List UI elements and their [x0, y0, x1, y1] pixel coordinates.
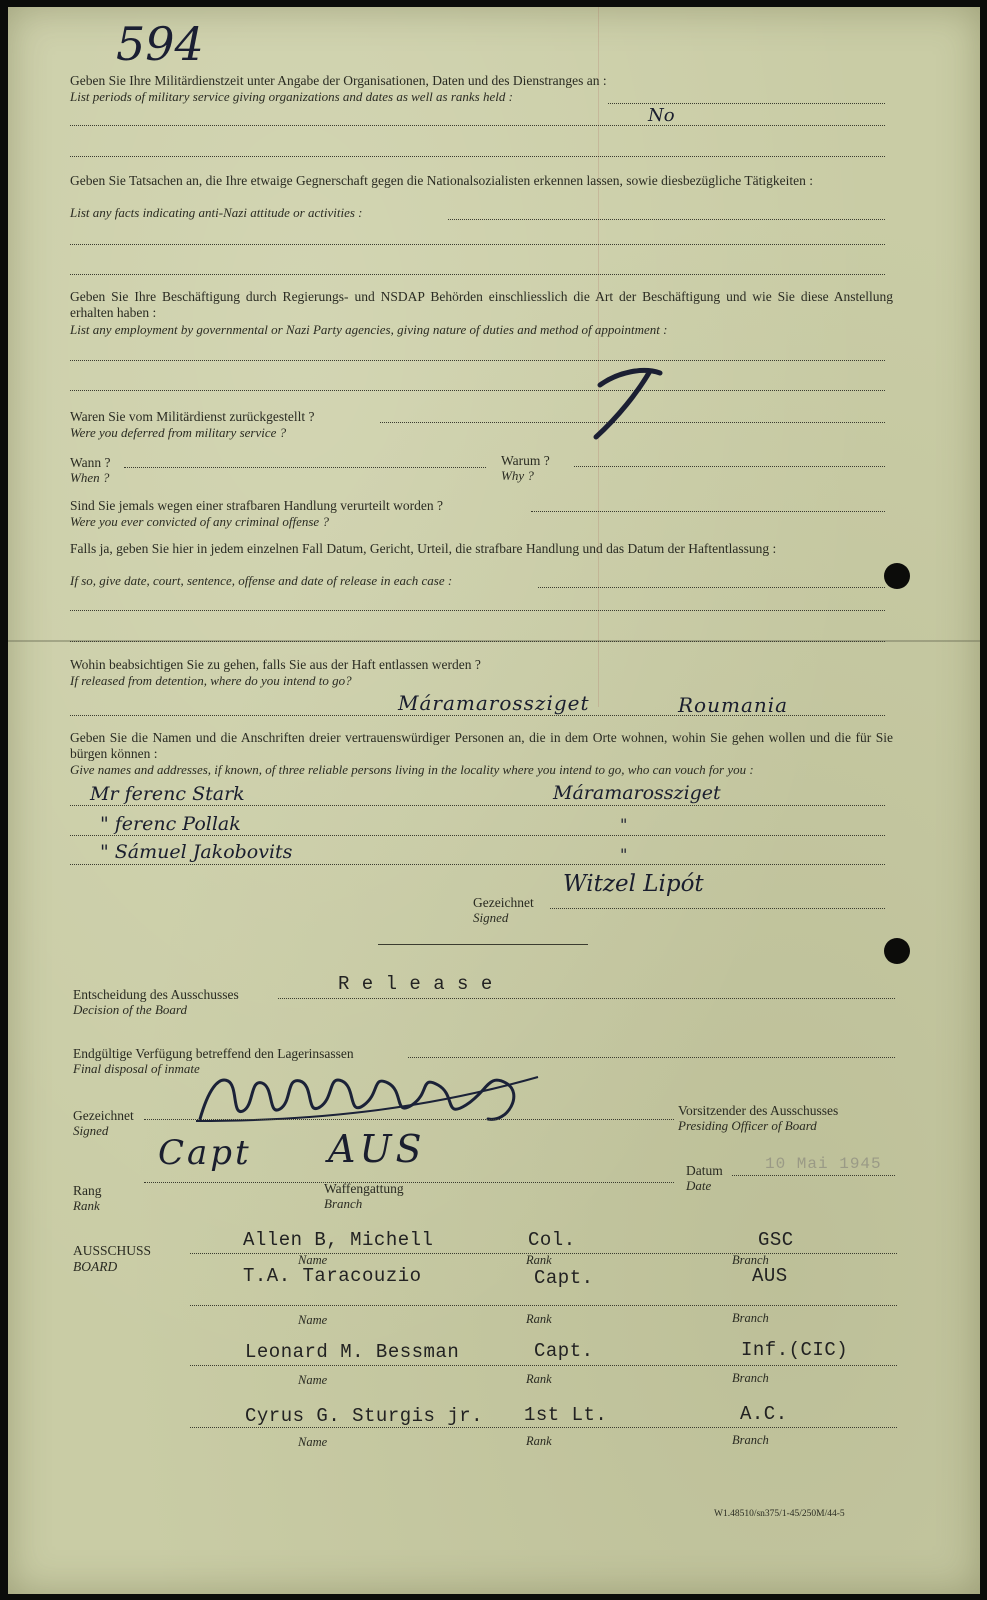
when-label-en: When ? — [70, 470, 110, 485]
officer-signed-label-en: Signed — [73, 1123, 109, 1138]
board-member-rank: 1st Lt. — [524, 1404, 608, 1426]
rank-column-label: Rank — [526, 1312, 552, 1326]
reference-1-place: Máramarossziget — [553, 782, 721, 804]
answer-line — [70, 804, 885, 806]
board-member-branch: GSC — [758, 1229, 794, 1251]
answer-line — [408, 1056, 895, 1058]
if-so-question-en: If so, give date, court, sentence, offense and date of release in each case : — [70, 573, 453, 588]
presiding-officer-de: Vorsitzender des Ausschusses — [678, 1103, 839, 1118]
board-member-rank: Capt. — [534, 1340, 594, 1362]
deferred-question-de: Waren Sie vom Militärdienst zurückgestellt ? — [70, 409, 315, 424]
if-so-question-de: Falls ja, geben Sie hier in jedem einzelnen Fall Datum, Gericht, Urteil, die strafbare Handlung und das Datum der Haftentlassung : — [70, 541, 777, 556]
name-column-label: Name — [298, 1373, 328, 1387]
decision-value: R e l e a s e — [338, 973, 493, 995]
decision-label-en: Decision of the Board — [73, 1002, 187, 1017]
references-question-de: Geben Sie die Namen und die Anschriften dreier vertrauenswürdiger Personen an, die in dem Orte wohnen, wohin Sie gehen wollen und die für Sie bürgen können : — [70, 730, 893, 761]
answer-line — [70, 359, 885, 361]
reference-2-name: " ferenc Pollak — [100, 813, 241, 835]
officer-rank-handwritten: Capt — [158, 1133, 252, 1173]
answer-line — [574, 465, 885, 467]
destination-place: Máramarossziget — [398, 691, 590, 715]
military-question-en: List periods of military service giving organizations and dates as well as ranks held : — [70, 89, 513, 104]
board-member-branch: AUS — [752, 1265, 788, 1287]
reference-2-place: " — [620, 815, 628, 834]
board-member-branch: Inf.(CIC) — [741, 1339, 849, 1361]
reference-3-place: " — [620, 845, 628, 864]
branch-column-label: Branch — [732, 1371, 769, 1385]
answer-line — [278, 997, 895, 999]
employment-question-de: Geben Sie Ihre Beschäftigung durch Regierungs- und NSDAP Behörden einschliesslich die Art der Beschäftigung und wie Sie diese Anstellung erhalten haben : — [70, 289, 893, 320]
date-label-de: Datum — [686, 1163, 723, 1178]
anti-nazi-question-en: List any facts indicating anti-Nazi attitude or activities : — [70, 205, 363, 220]
destination-country: Roumania — [678, 693, 789, 717]
signature-line — [550, 907, 885, 909]
branch-label-en: Branch — [324, 1196, 363, 1211]
board-member-branch: A.C. — [740, 1403, 788, 1425]
answer-line — [70, 124, 885, 126]
answer-line — [190, 1305, 897, 1306]
military-question-de: Geben Sie Ihre Militärdienstzeit unter Angabe der Organisationen, Daten und des Dienstranges an : — [70, 73, 607, 88]
board-member-rank: Col. — [528, 1229, 576, 1251]
answer-line — [70, 834, 885, 836]
branch-label-de: Waffengattung — [324, 1181, 404, 1196]
form-sheet — [8, 7, 980, 1594]
decision-label-de: Entscheidung des Ausschusses — [73, 987, 239, 1002]
officer-signed-label-de: Gezeichnet — [73, 1108, 134, 1123]
answer-line — [70, 640, 885, 642]
answer-line — [531, 510, 885, 512]
punch-hole — [884, 938, 910, 964]
answer-line — [608, 102, 885, 104]
board-member-name: T.A. Taracouzio — [243, 1265, 422, 1287]
print-code: W1.48510/sn375/1-45/250M/44-5 — [714, 1509, 845, 1519]
rank-column-label: Rank — [526, 1253, 552, 1267]
rank-column-label: Rank — [526, 1434, 552, 1448]
inmate-signed-label-en: Signed — [473, 910, 509, 925]
convicted-question-de: Sind Sie jemals wegen einer strafbaren Handlung verurteilt worden ? — [70, 498, 444, 513]
employment-question-en: List any employment by governmental or Nazi Party agencies, giving nature of duties and method of appointment : — [70, 322, 668, 337]
name-column-label: Name — [298, 1253, 328, 1267]
officer-branch-handwritten: AUS — [328, 1127, 426, 1171]
final-disposal-label-en: Final disposal of inmate — [73, 1061, 200, 1076]
board-member-name: Cyrus G. Sturgis jr. — [245, 1405, 484, 1427]
name-column-label: Name — [298, 1435, 328, 1449]
board-label-en: BOARD — [73, 1259, 118, 1274]
when-label-de: Wann ? — [70, 455, 111, 470]
punch-hole — [884, 563, 910, 589]
answer-line — [70, 389, 885, 391]
presiding-officer-en: Presiding Officer of Board — [678, 1118, 817, 1133]
dash-mark — [588, 367, 678, 447]
rank-label-de: Rang — [73, 1183, 102, 1198]
answer-line — [732, 1174, 895, 1176]
answer-line — [70, 155, 885, 157]
reference-3-name: " Sámuel Jakobovits — [100, 841, 293, 863]
answer-line — [70, 609, 885, 611]
military-answer: No — [648, 105, 675, 126]
date-label-en: Date — [686, 1178, 712, 1193]
signature-line — [144, 1118, 674, 1120]
reference-1-name: Mr ferenc Stark — [90, 783, 245, 805]
destination-question-de: Wohin beabsichtigen Sie zu gehen, falls Sie aus der Haft entlassen werden ? — [70, 657, 481, 672]
board-member-name: Allen B, Michell — [243, 1229, 434, 1251]
answer-line — [70, 243, 885, 245]
anti-nazi-question-de: Geben Sie Tatsachen an, die Ihre etwaige Gegnerschaft gegen die Nationalsozialisten erkennen lassen, sowie diesbezügliche Tätigkeiten : — [70, 173, 814, 188]
references-question-en: Give names and addresses, if known, of three reliable persons living in the locality where you intend to go, who can vouch for you : — [70, 762, 754, 777]
branch-column-label: Branch — [732, 1253, 769, 1267]
answer-line — [190, 1427, 897, 1428]
why-label-en: Why ? — [501, 468, 534, 483]
why-label-de: Warum ? — [501, 453, 550, 468]
answer-line — [448, 218, 885, 220]
divider — [378, 944, 588, 945]
deferred-question-en: Were you deferred from military service ? — [70, 425, 287, 440]
margin-line — [598, 7, 599, 707]
board-member-rank: Capt. — [534, 1267, 594, 1289]
name-column-label: Name — [298, 1313, 328, 1327]
rank-label-en: Rank — [73, 1198, 100, 1213]
rank-column-label: Rank — [526, 1372, 552, 1386]
answer-line — [124, 466, 486, 468]
answer-line — [538, 586, 885, 588]
date-stamp: 10 Mai 1945 — [765, 1155, 882, 1173]
convicted-question-en: Were you ever convicted of any criminal offense ? — [70, 514, 329, 529]
answer-line — [70, 863, 885, 865]
final-disposal-label-de: Endgültige Verfügung betreffend den Lagerinsassen — [73, 1046, 354, 1061]
branch-column-label: Branch — [732, 1311, 769, 1325]
officer-signature-mark — [188, 1061, 548, 1133]
board-member-name: Leonard M. Bessman — [245, 1341, 460, 1363]
inmate-signed-label-de: Gezeichnet — [473, 895, 534, 910]
answer-line — [70, 273, 885, 275]
destination-question-en: If released from detention, where do you intend to go? — [70, 673, 352, 688]
answer-line — [190, 1365, 897, 1366]
answer-line — [144, 1181, 674, 1183]
inmate-signature: Witzel Lipót — [563, 871, 704, 897]
branch-column-label: Branch — [732, 1433, 769, 1447]
form-number: 594 — [116, 17, 204, 71]
board-label-de: AUSSCHUSS — [73, 1243, 152, 1258]
